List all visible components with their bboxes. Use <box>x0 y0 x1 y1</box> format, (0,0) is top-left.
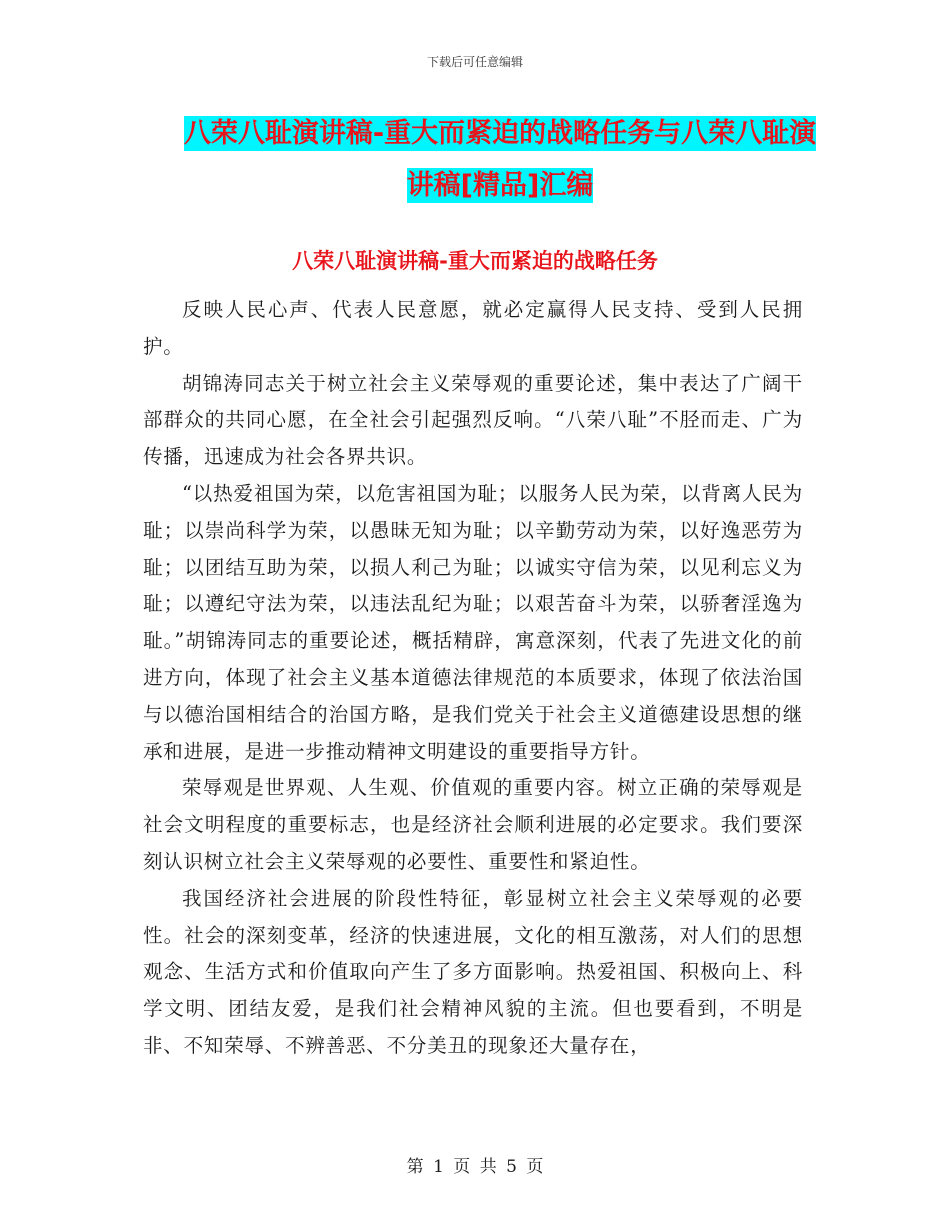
paragraph: 胡锦涛同志关于树立社会主义荣辱观的重要论述，集中表达了广阔干部群众的共同心愿，在全社会引起强烈反响。“八荣八耻”不胫而走、广为传播，迅速成为社会各界共识。 <box>143 371 803 469</box>
title-line-1: 八荣八耻演讲稿-重大而紧迫的战略任务与八荣八耻演 <box>183 118 817 149</box>
header-note: 下载后可任意编辑 <box>426 55 523 69</box>
page-number: 第 1 页 共 5 页 <box>406 1157 544 1177</box>
paragraph: “以热爱祖国为荣，以危害祖国为耻；以服务人民为荣，以背离人民为耻；以崇尚科学为荣，以愚昧无知为耻；以辛勤劳动为荣，以好逸恶劳为耻；以团结互助为荣，以损人利己为耻；以诚实守信为荣，以见利忘义为耻；以遵纪守法为荣，以违法乱纪为耻；以艰苦奋斗为荣，以骄奢淫逸为耻。”胡锦涛同志的重要论述，概括精辟，寓意深刻，代表了先进文化的前进方向，体现了社会主义基本道德法律规范的本质要求，体现了依法治国与以德治国相结合的治国方略，是我们党关于社会主义道德建设思想的继承和进展，是进一步推动精神文明建设的重要指导方针。 <box>143 481 803 763</box>
section-title: 八荣八耻演讲稿-重大而紧迫的战略任务 <box>292 249 658 273</box>
paragraph: 我国经济社会进展的阶段性特征，彰显树立社会主义荣辱观的必要性。社会的深刻变革，经济的快速进展，文化的相互激荡，对人们的思想观念、生活方式和价值取向产生了多方面影响。热爱祖国、积极向上、科学文明、团结友爱，是我们社会精神风貌的主流。但也要看到，不明是非、不知荣辱、不辨善恶、不分美丑的现象还大量存在， <box>143 886 803 1057</box>
paragraph: 反映人民心声、代表人民意愿，就必定赢得人民支持、受到人民拥护。 <box>143 298 803 358</box>
document-body <box>143 292 803 1065</box>
paragraph: 荣辱观是世界观、人生观、价值观的重要内容。树立正确的荣辱观是社会文明程度的重要标志，也是经济社会顺利进展的必定要求。我们要深刻认识树立社会主义荣辱观的必要性、重要性和紧迫性。 <box>143 776 803 873</box>
title-line-2: 讲稿[精品]汇编 <box>406 170 594 201</box>
document-title <box>140 108 860 212</box>
